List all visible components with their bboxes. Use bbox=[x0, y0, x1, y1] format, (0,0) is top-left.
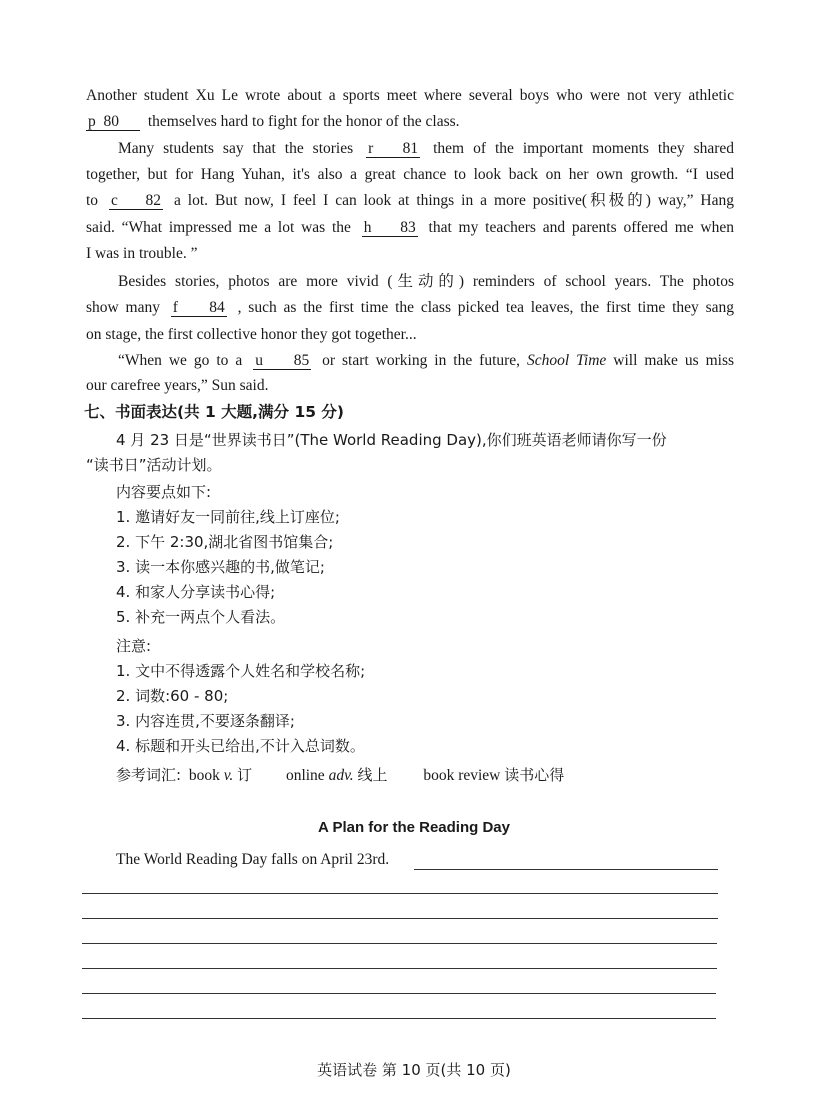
passage-text: or start working in the future, bbox=[322, 352, 521, 369]
point-item: 3. 读一本你感兴趣的书,做笔记; bbox=[116, 558, 325, 576]
vocab-word: book review bbox=[423, 767, 501, 784]
points-heading: 内容要点如下: bbox=[116, 483, 212, 501]
writing-line[interactable] bbox=[82, 943, 717, 944]
point-item: 5. 补充一两点个人看法。 bbox=[116, 608, 286, 626]
passage-text: themselves hard to fight for the honor of the class. bbox=[147, 113, 460, 130]
blank-letter: r bbox=[368, 140, 374, 157]
blank-80[interactable] bbox=[86, 113, 140, 131]
page-footer: 英语试卷 第 10 页(共 10 页) bbox=[317, 1061, 511, 1079]
blank-84[interactable] bbox=[171, 299, 227, 317]
passage-line bbox=[86, 298, 734, 318]
blank-letter: p bbox=[88, 113, 96, 130]
blank-number: 83 bbox=[400, 219, 416, 236]
passage-text: them of the important moments they shared bbox=[433, 140, 735, 157]
note-item: 2. 词数:60 - 80; bbox=[116, 687, 229, 705]
passage-line: our carefree years,” Sun said. bbox=[86, 377, 269, 394]
vocab-meaning: 线上 bbox=[357, 766, 388, 784]
passage-line: together, but for Hang Yuhan, it's also a great chance to look back on her own growth. “I used bbox=[86, 166, 734, 183]
blank-81[interactable] bbox=[366, 140, 420, 158]
blank-number: 84 bbox=[209, 299, 225, 316]
passage-text: , such as the first time the class picked tea leaves, the first time they sang bbox=[237, 299, 734, 316]
vocabulary bbox=[116, 765, 764, 786]
point-item: 2. 下午 2:30,湖北省图书馆集合; bbox=[116, 533, 334, 551]
passage-text: Many students say that the stories bbox=[118, 140, 354, 157]
passage-text: will make us miss bbox=[613, 352, 735, 369]
book-title: School Time bbox=[527, 352, 607, 369]
blank-number: 85 bbox=[293, 352, 310, 369]
writing-line[interactable] bbox=[82, 968, 717, 969]
passage-line bbox=[86, 218, 734, 238]
vocab-label: 参考词汇: bbox=[116, 766, 182, 784]
point-item: 4. 和家人分享读书心得; bbox=[116, 583, 276, 601]
passage-text: said. “What impressed me a lot was the bbox=[86, 219, 351, 236]
writing-line[interactable] bbox=[82, 1018, 716, 1019]
vocab-meaning: 订 bbox=[237, 766, 253, 784]
blank-83[interactable] bbox=[362, 219, 418, 237]
passage-text: a lot. But now, I feel I can look at things in a more positive(积极的) way,” Hang bbox=[173, 192, 735, 209]
vocab-pos: v. bbox=[223, 767, 234, 784]
passage-text: show many bbox=[86, 299, 160, 316]
passage-line bbox=[86, 112, 734, 132]
passage-line: I was in trouble. ” bbox=[86, 245, 198, 262]
vocab-word: online bbox=[285, 767, 325, 784]
blank-letter: f bbox=[172, 299, 178, 316]
passage-line: Another student Xu Le wrote about a sports meet where several boys who were not very athletic bbox=[86, 87, 734, 104]
passage-line: on stage, the first collective honor they got together... bbox=[86, 326, 417, 343]
writing-line[interactable] bbox=[82, 993, 716, 994]
notes-heading: 注意: bbox=[116, 637, 152, 655]
instruction-line: 4 月 23 日是“世界读书日”(The World Reading Day),你们班英语老师请你写一份 bbox=[116, 431, 667, 449]
opening-sentence: The World Reading Day falls on April 23rd. bbox=[116, 851, 390, 868]
blank-number: 81 bbox=[402, 140, 419, 157]
blank-letter: c bbox=[111, 192, 118, 209]
writing-line[interactable] bbox=[414, 869, 718, 870]
section-heading: 七、书面表达(共 1 大题,满分 15 分) bbox=[84, 403, 344, 421]
blank-number: 80 bbox=[103, 113, 119, 130]
passage-line: Besides stories, photos are more vivid (生动的) reminders of school years. The photos bbox=[118, 273, 734, 290]
instruction-line: “读书日”活动计划。 bbox=[86, 456, 222, 474]
blank-85[interactable] bbox=[253, 352, 311, 370]
writing-line[interactable] bbox=[82, 918, 718, 919]
passage-text: “When we go to a bbox=[118, 352, 243, 369]
blank-letter: u bbox=[255, 352, 263, 369]
passage-line bbox=[118, 139, 734, 159]
blank-letter: h bbox=[363, 219, 372, 236]
blank-number: 82 bbox=[145, 192, 162, 209]
vocab-meaning: 读书心得 bbox=[504, 766, 565, 784]
note-item: 3. 内容连贯,不要逐条翻译; bbox=[116, 712, 295, 730]
blank-82[interactable] bbox=[109, 192, 163, 210]
note-item: 1. 文中不得透露个人姓名和学校名称; bbox=[116, 662, 366, 680]
vocab-word: book bbox=[188, 767, 220, 784]
plan-title: A Plan for the Reading Day bbox=[318, 819, 510, 836]
passage-line bbox=[118, 351, 734, 371]
passage-line bbox=[86, 191, 734, 211]
vocab-pos: adv. bbox=[328, 767, 354, 784]
passage-text: that my teachers and parents offered me when bbox=[428, 219, 735, 236]
passage-text: to bbox=[86, 192, 99, 209]
note-item: 4. 标题和开头已给出,不计入总词数。 bbox=[116, 737, 365, 755]
writing-line[interactable] bbox=[82, 893, 718, 894]
point-item: 1. 邀请好友一同前往,线上订座位; bbox=[116, 508, 340, 526]
